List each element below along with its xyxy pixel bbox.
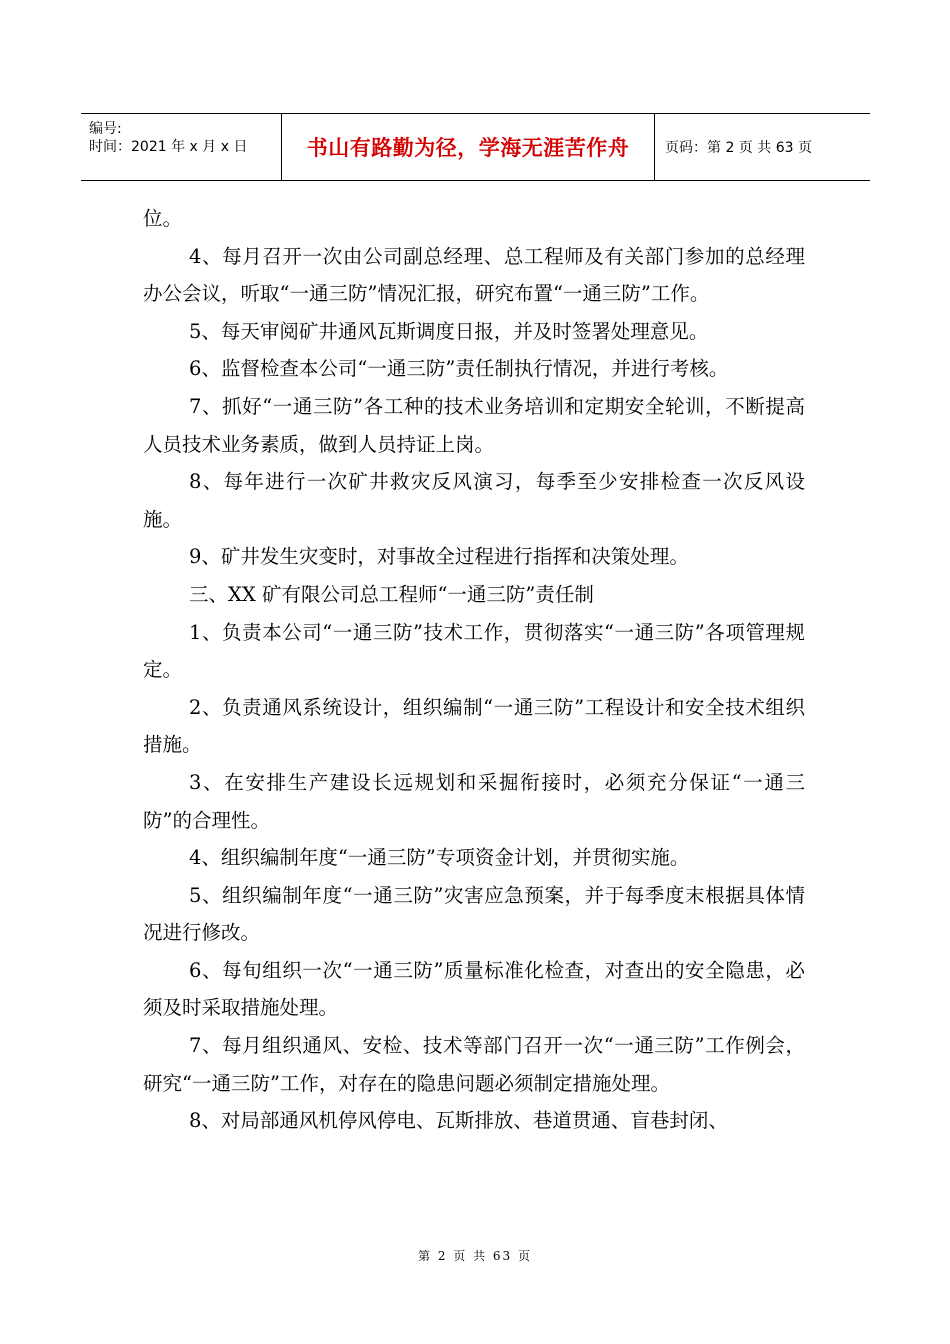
body-paragraph: 1、负责本公司“一通三防”技术工作，贯彻落实“一通三防”各项管理规定。 (143, 620, 805, 682)
header-motto: 书山有路勤为径，学海无涯苦作舟 (282, 114, 655, 180)
document-header (81, 113, 870, 181)
page-footer: 第 2 页 共 63 页 (418, 1249, 532, 1263)
body-paragraph: 8、每年进行一次矿井救灾反风演习，每季至少安排检查一次反风设施。 (143, 470, 805, 531)
body-paragraph: 4、每月召开一次由公司副总经理、总工程师及有关部门参加的总经理办公会议，听取“一通三防”情况汇报，研究布置“一通三防”工作。 (143, 244, 805, 306)
body-paragraph: 5、每天审阅矿井通风瓦斯调度日报，并及时签署处理意见。 (189, 319, 709, 343)
document-body (143, 200, 805, 1140)
body-paragraph: 6、监督检查本公司“一通三防”责任制执行情况，并进行考核。 (189, 357, 729, 381)
body-paragraph: 位。 (143, 207, 183, 230)
body-paragraph: 3、在安排生产建设长远规划和采掘衔接时，必须充分保证“一通三防”的合理性。 (143, 770, 805, 832)
body-paragraph: 7、每月组织通风、安检、技术等部门召开一次“一通三防”工作例会，研究“一通三防”工作，对存在的隐患问题必须制定措施处理。 (143, 1034, 805, 1095)
body-paragraph: 2、负责通风系统设计，组织编制“一通三防”工程设计和安全技术组织措施。 (143, 695, 805, 757)
body-paragraph: 7、抓好“一通三防”各工种的技术业务培训和定期安全轮训，不断提高人员技术业务素质，做到人员持证上岗。 (143, 394, 805, 456)
header-page-info: 页码：第 2 页 共 63 页 (665, 140, 812, 156)
document-time: 时间：2021 年 x 月 x 日 (89, 139, 248, 155)
body-paragraph: 4、组织编制年度“一通三防”专项资金计划，并贯彻实施。 (189, 846, 690, 870)
body-paragraph: 6、每旬组织一次“一通三防”质量标准化检查，对查出的安全隐患，必须及时采取措施处理。 (143, 958, 805, 1020)
document-number-label: 编号: (89, 121, 122, 137)
body-paragraph: 8、对局部通风机停风停电、瓦斯排放、巷道贯通、盲巷封闭、 (189, 1109, 728, 1133)
body-paragraph: 5、组织编制年度“一通三防”灾害应急预案，并于每季度末根据具体情况进行修改。 (143, 883, 805, 945)
body-paragraph: 9、矿井发生灾变时，对事故全过程进行指挥和决策处理。 (189, 545, 689, 569)
body-paragraph: 三、XX 矿有限公司总工程师“一通三防”责任制 (189, 582, 594, 606)
header-meta (81, 114, 282, 180)
